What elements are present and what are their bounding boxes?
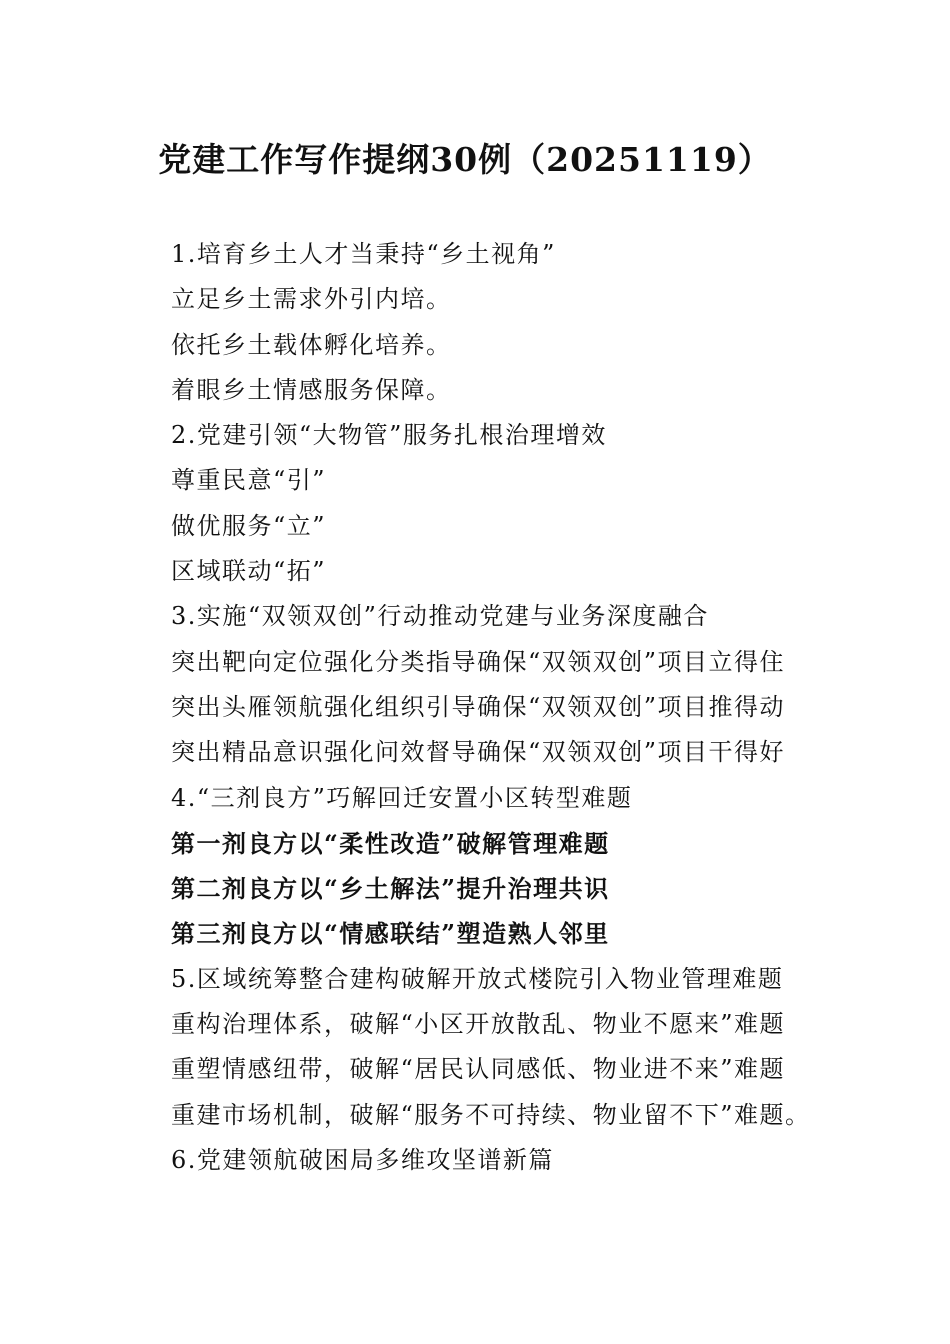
outline-heading-5: 5.区域统筹整合建构破解开放式楼院引入物业管理难题 xyxy=(171,964,784,993)
outline-item: 着眼乡土情感服务保障。 xyxy=(171,375,452,404)
outline-item-bold: 第二剂良方以“乡土解法”提升治理共识 xyxy=(171,874,610,904)
outline-item: 突出靶向定位强化分类指导确保“双领双创”项目立得住 xyxy=(171,647,786,676)
outline-item: 依托乡土载体孵化培养。 xyxy=(171,330,452,359)
outline-heading-3: 3.实施“双领双创”行动推动党建与业务深度融合 xyxy=(171,602,709,631)
outline-item: 突出精品意识强化问效督导确保“双领双创”项目干得好 xyxy=(171,738,786,767)
outline-item: 重塑情感纽带，破解“居民认同感低、物业进不来”难题 xyxy=(171,1055,786,1084)
outline-item-bold: 第三剂良方以“情感联结”塑造熟人邻里 xyxy=(171,919,610,949)
outline-item: 重建市场机制，破解“服务不可持续、物业留不下”难题。 xyxy=(171,1100,811,1129)
document-title: 党建工作写作提纲30例（20251119） xyxy=(158,140,772,179)
outline-item-bold: 第一剂良方以“柔性改造”破解管理难题 xyxy=(171,828,610,858)
outline-item: 做优服务“立” xyxy=(171,511,327,540)
outline-item: 区域联动“拓” xyxy=(171,557,327,586)
outline-item: 重构治理体系，破解“小区开放散乱、物业不愿来”难题 xyxy=(171,1010,786,1039)
outline-heading-1: 1.培育乡土人才当秉持“乡土视角” xyxy=(171,240,556,268)
outline-item: 尊重民意“引” xyxy=(171,466,327,495)
outline-heading-2: 2.党建引领“大物管”服务扎根治理增效 xyxy=(171,421,607,450)
outline-heading-6: 6.党建领航破困局多维攻坚谱新篇 xyxy=(171,1145,554,1174)
outline-heading-4: 4.“三剂良方”巧解回迁安置小区转型难题 xyxy=(171,783,633,812)
outline-item: 突出头雁领航强化组织引导确保“双领双创”项目推得动 xyxy=(171,692,786,721)
outline-item: 立足乡土需求外引内培。 xyxy=(171,285,452,314)
document-body xyxy=(171,232,931,1183)
